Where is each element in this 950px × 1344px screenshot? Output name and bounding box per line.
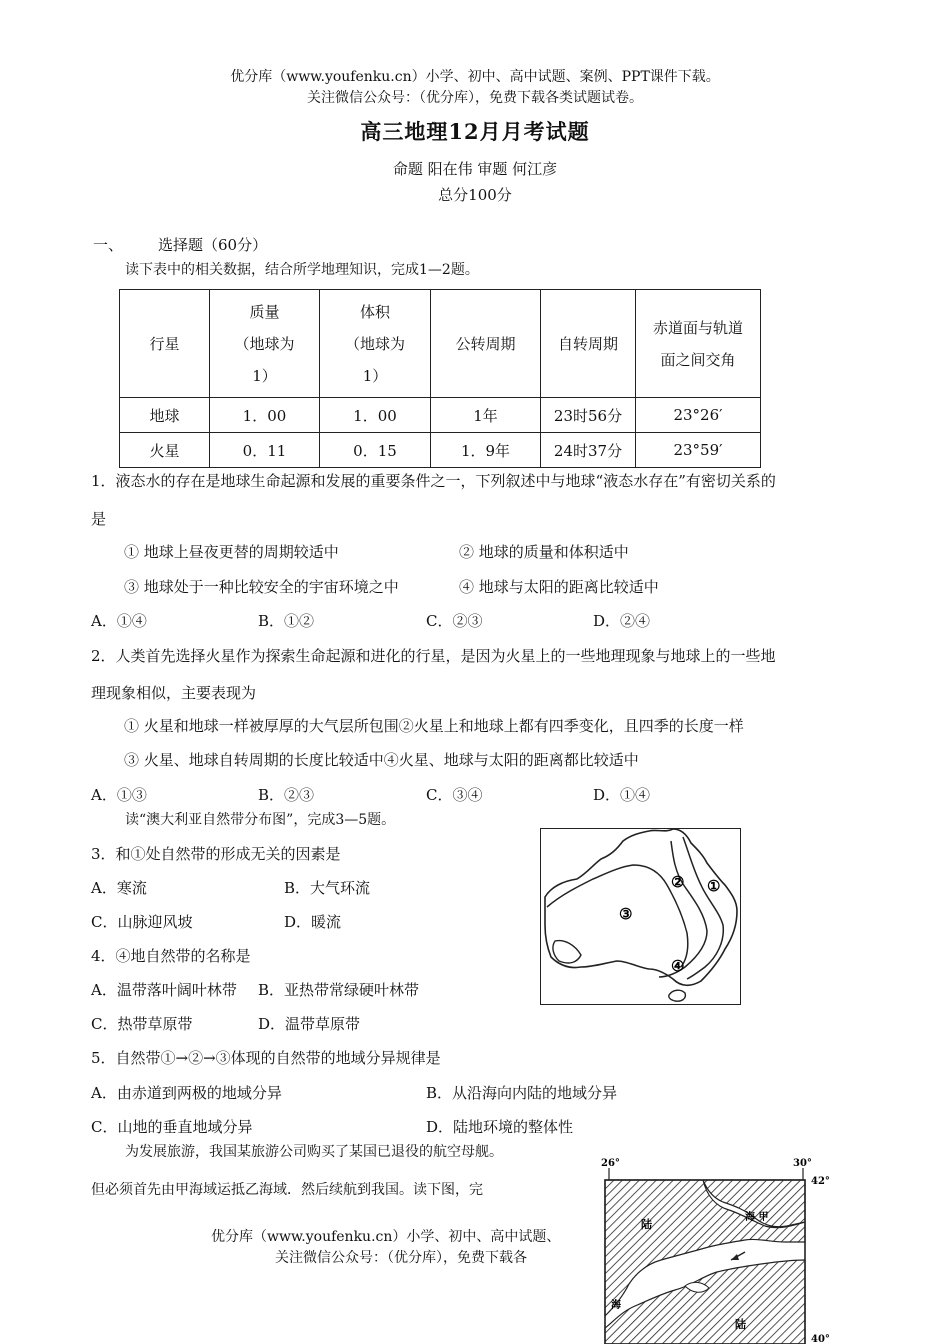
table-cell: 火星 xyxy=(120,433,210,468)
land-label-south: 陆 xyxy=(735,1318,746,1331)
header-text: 赤道面与轨道 xyxy=(652,318,743,337)
table-cell: 地球 xyxy=(120,398,210,433)
q4-choice-d: D．温带草原带 xyxy=(258,1015,361,1033)
q2-stem: 2．人类首先选择火星作为探索生命起源和进化的行星，是因为火星上的一些地理现象与地球上的一些地 xyxy=(91,647,776,665)
header-text: 1） xyxy=(362,366,388,385)
q5-choice-a: A．由赤道到两极的地域分异 xyxy=(91,1084,282,1102)
footer-line-1: 优分库（www.youfenku.cn）小学、初中、高中试题、 xyxy=(211,1229,561,1245)
header-text: （地球为 xyxy=(234,334,295,353)
table-row xyxy=(120,433,761,468)
lat-label-top: 42° xyxy=(811,1176,830,1187)
q1-option: ② 地球的质量和体积适中 xyxy=(459,543,629,561)
header-text: 体积 xyxy=(359,302,390,321)
map-label-2: ② xyxy=(671,873,685,891)
header-text: 面之间交角 xyxy=(660,350,736,369)
arrow-icon xyxy=(731,1254,739,1260)
q3-stem: 3．和①处自然带的形成无关的因素是 xyxy=(91,845,341,863)
table-header-cell xyxy=(120,290,210,398)
zone-boundary-east xyxy=(683,837,723,979)
passage-line-1: 为发展旅游，我国某旅游公司购买了某国已退役的航空母舰。 xyxy=(125,1144,503,1160)
table-cell: 1．00 xyxy=(320,398,431,433)
q1-choice-b: B．①② xyxy=(258,612,315,630)
exam-authors: 命题 阳在伟 审题 何江彦 xyxy=(392,160,558,178)
table-cell: 1．9年 xyxy=(431,433,541,468)
tasmania-outline xyxy=(669,990,686,1001)
q5-stem: 5．自然带①→②→③体现的自然带的地域分异规律是 xyxy=(91,1049,441,1067)
table-cell: 23时56分 xyxy=(541,398,636,433)
q2-stem-cont: 理现象相似，主要表现为 xyxy=(91,684,257,702)
q2-choice-b: B．②③ xyxy=(258,786,315,804)
table-cell: 0．15 xyxy=(320,433,431,468)
header-text: 公转周期 xyxy=(455,334,516,353)
sea-label-jia: 海 甲 xyxy=(745,1212,769,1223)
q4-choice-a: A．温带落叶阔叶林带 xyxy=(91,981,237,999)
map-label-4: ④ xyxy=(671,957,685,975)
q3-choice-b: B．大气环流 xyxy=(284,879,371,897)
q3-choice-c: C．山脉迎风坡 xyxy=(91,913,193,931)
exam-total-score: 总分100分 xyxy=(438,186,512,204)
header-text: 行星 xyxy=(149,334,180,353)
table-cell: 23°59′ xyxy=(636,433,761,468)
table-header-cell xyxy=(210,290,320,398)
q1-option: ① 地球上昼夜更替的周期较适中 xyxy=(124,543,339,561)
q1-option: ③ 地球处于一种比较安全的宇宙环境之中 xyxy=(124,578,399,596)
header-text: 自转周期 xyxy=(557,334,618,353)
q1-option: ④ 地球与太阳的距离比较适中 xyxy=(459,578,659,596)
section-number: 一、 xyxy=(93,236,124,254)
q3-choice-a: A．寒流 xyxy=(91,879,147,897)
q1-choice-a: A．①④ xyxy=(91,612,147,630)
q2-choice-a: A．①③ xyxy=(91,786,147,804)
planet-data-table xyxy=(119,289,761,468)
q5-choice-c: C．山地的垂直地域分异 xyxy=(91,1118,253,1136)
q2-option: ③ 火星、地球自转周期的长度比较适中④火星、地球与太阳的距离都比较适中 xyxy=(124,751,639,769)
header-text: 1） xyxy=(252,366,277,385)
table-row xyxy=(120,398,761,433)
q1-choice-c: C．②③ xyxy=(426,612,483,630)
q4-choice-c: C．热带草原带 xyxy=(91,1015,193,1033)
sea-label-yi: 海 xyxy=(611,1300,621,1311)
table-cell: 24时37分 xyxy=(541,433,636,468)
site-header-line-1: 优分库（www.youfenku.cn）小学、初中、高中试题、案例、PPT课件下载。 xyxy=(230,69,720,85)
strait-map xyxy=(595,1156,840,1344)
site-header-line-2: 关注微信公众号：（优分库），免费下载各类试题试卷。 xyxy=(307,90,643,106)
zone-boundary-southwest xyxy=(553,941,581,963)
exam-title: 高三地理12月月考试题 xyxy=(360,119,590,144)
q2-choice-c: C．③④ xyxy=(426,786,483,804)
intro-q1-2: 读下表中的相关数据，结合所学地理知识，完成1—2题。 xyxy=(125,262,479,278)
map-label-3: ③ xyxy=(619,905,633,923)
table-header-cell xyxy=(431,290,541,398)
table-cell: 1．00 xyxy=(210,398,320,433)
lat-label-bottom: 40° xyxy=(811,1334,830,1344)
q5-choice-b: B．从沿海向内陆的地域分异 xyxy=(426,1084,618,1102)
intro-q3-5: 读“澳大利亚自然带分布图”，完成3—5题。 xyxy=(125,812,396,828)
q5-choice-d: D．陆地环境的整体性 xyxy=(426,1118,574,1136)
header-text: （地球为 xyxy=(344,334,405,353)
land-label-north: 陆 xyxy=(641,1218,652,1231)
footer-line-2: 关注微信公众号：（优分库），免费下载各 xyxy=(275,1250,527,1266)
q1-stem-cont: 是 xyxy=(91,510,107,528)
australia-natural-zone-map xyxy=(540,828,741,1005)
table-header-cell xyxy=(320,290,431,398)
lon-label-right: 30° xyxy=(793,1158,812,1169)
section-label: 选择题（60分） xyxy=(158,236,268,254)
header-text: 质量 xyxy=(249,302,280,321)
q2-option: ① 火星和地球一样被厚厚的大气层所包围②火星上和地球上都有四季变化，且四季的长度一样 xyxy=(124,717,744,735)
table-cell: 0．11 xyxy=(210,433,320,468)
lon-label-left: 26° xyxy=(601,1158,620,1169)
table-cell: 1年 xyxy=(431,398,541,433)
q3-choice-d: D．暖流 xyxy=(284,913,342,931)
table-header-cell xyxy=(541,290,636,398)
table-header-cell xyxy=(636,290,761,398)
q1-choice-d: D．②④ xyxy=(593,612,651,630)
table-header-row xyxy=(120,290,761,398)
q4-choice-b: B．亚热带常绿硬叶林带 xyxy=(258,981,420,999)
q4-stem: 4．④地自然带的名称是 xyxy=(91,947,251,965)
table-cell: 23°26′ xyxy=(636,398,761,433)
map-label-1: ① xyxy=(707,877,721,895)
australia-map-svg xyxy=(541,829,739,1003)
q1-stem: 1．液态水的存在是地球生命起源和发展的重要条件之一，下列叙述中与地球“液态水存在”有密切关系的 xyxy=(91,472,776,490)
q2-choice-d: D．①④ xyxy=(593,786,651,804)
passage-line-2: 但必须首先由甲海域运抵乙海域．然后续航到我国。读下图，完 xyxy=(91,1182,483,1198)
